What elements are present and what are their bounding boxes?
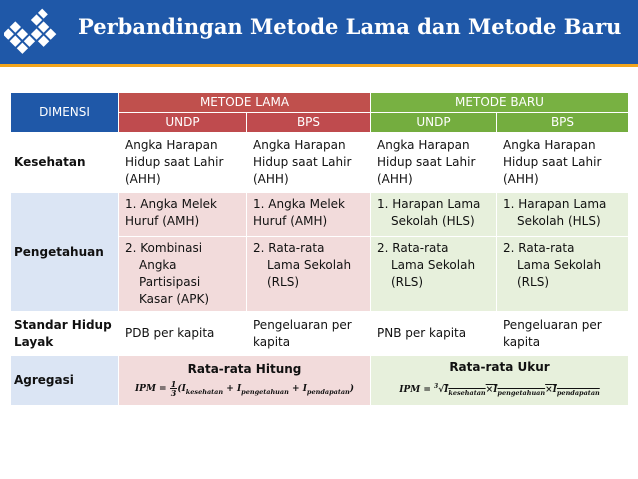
table-cell: Pengeluaran per kapita bbox=[497, 312, 629, 356]
table-cell bbox=[247, 193, 371, 312]
table-cell: PDB per kapita bbox=[119, 312, 247, 356]
formula-subscript: pendapatan bbox=[556, 388, 600, 397]
indicator-line: (RLS) bbox=[267, 275, 300, 289]
header-dimensi: DIMENSI bbox=[11, 93, 119, 133]
aggregation-title: Rata-rata Hitung bbox=[187, 361, 302, 376]
header-accent-line bbox=[0, 64, 638, 67]
indicator-line: 2. Rata-rata bbox=[377, 241, 449, 255]
formula-subscript: pengetahuan bbox=[241, 387, 289, 396]
root-index: 3 bbox=[434, 383, 439, 390]
header-row-methods bbox=[11, 93, 629, 113]
indicator-line: Angka bbox=[139, 258, 177, 272]
formula-subscript: pendapatan bbox=[306, 387, 350, 396]
table-cell bbox=[371, 193, 497, 312]
indicator-item bbox=[119, 237, 246, 311]
formula-term: I bbox=[302, 383, 307, 394]
table-row-standar-hidup bbox=[11, 312, 629, 356]
formula-term: I bbox=[181, 383, 186, 394]
indicator-item bbox=[497, 193, 628, 237]
table-cell bbox=[119, 193, 247, 312]
table-cell bbox=[119, 356, 371, 406]
fraction-denominator: 3 bbox=[170, 387, 177, 398]
header-lama-undp: UNDP bbox=[119, 113, 247, 133]
indicator-line: 1. Angka Melek bbox=[253, 197, 346, 211]
dimension-label: Agregasi bbox=[11, 356, 119, 406]
formula-subscript: kesehatan bbox=[185, 387, 224, 396]
indicator-line: Lama Sekolah bbox=[267, 258, 352, 272]
table-cell: Angka Harapan Hidup saat Lahir (AHH) bbox=[119, 133, 247, 193]
indicator-line: (RLS) bbox=[517, 275, 550, 289]
indicator-item bbox=[497, 237, 628, 311]
indicator-line: Huruf (AMH) bbox=[125, 214, 200, 228]
indicator-line: (RLS) bbox=[391, 275, 424, 289]
header-lama-bps: BPS bbox=[247, 113, 371, 133]
indicator-line: 2. Rata-rata bbox=[503, 241, 575, 255]
indicator-item bbox=[247, 193, 370, 237]
formula-term: I bbox=[444, 385, 449, 395]
slide-title: Perbandingan Metode Lama dan Metode Baru bbox=[78, 14, 622, 39]
header-metode-lama: METODE LAMA bbox=[119, 93, 371, 113]
indicator-line: Partisipasi bbox=[139, 275, 201, 289]
ipm-formula-arithmetic: IPM = $\frac{1}{3}$ $(I_{kesehatan} + I_{pengetahuan} + I_{pendapatan})$ bbox=[134, 378, 355, 398]
formula-fraction bbox=[170, 380, 178, 397]
formula-lhs: IPM = bbox=[134, 383, 167, 394]
indicator-line: 1. Harapan Lama bbox=[503, 197, 607, 211]
table-cell: Angka Harapan Hidup saat Lahir (AHH) bbox=[247, 133, 371, 193]
formula-subscript: pengetahuan bbox=[497, 388, 546, 397]
indicator-line: 1. Harapan Lama bbox=[377, 197, 481, 211]
indicator-line: Lama Sekolah bbox=[517, 258, 602, 272]
formula-term: I bbox=[493, 385, 498, 395]
formula-operator: + bbox=[226, 383, 234, 394]
table-cell: Angka Harapan Hidup saat Lahir (AHH) bbox=[371, 133, 497, 193]
indicator-line: Lama Sekolah bbox=[391, 258, 476, 272]
dimension-label: Standar Hidup Layak bbox=[11, 312, 119, 356]
indicator-line: 2. Rata-rata bbox=[253, 241, 325, 255]
slide-header bbox=[0, 0, 638, 64]
header-baru-bps: BPS bbox=[497, 113, 629, 133]
indicator-item bbox=[247, 237, 370, 311]
table-row-pengetahuan bbox=[11, 193, 629, 312]
formula-term: I bbox=[236, 383, 242, 394]
indicator-line: Sekolah (HLS) bbox=[517, 214, 601, 228]
table-cell: PNB per kapita bbox=[371, 312, 497, 356]
indicator-line: 1. Angka Melek bbox=[125, 197, 218, 211]
indicator-line: Kasar (APK) bbox=[139, 292, 210, 306]
formula-lhs: IPM = bbox=[399, 385, 431, 395]
comparison-table bbox=[10, 92, 629, 406]
indicator-item bbox=[119, 193, 246, 237]
table-cell: Pengeluaran per kapita bbox=[247, 312, 371, 356]
indicator-item bbox=[371, 193, 496, 237]
bps-logo-icon bbox=[4, 4, 62, 60]
table-cell bbox=[497, 193, 629, 312]
indicator-line: Huruf (AMH) bbox=[253, 214, 328, 228]
table-row-kesehatan bbox=[11, 133, 629, 193]
indicator-line: Sekolah (HLS) bbox=[391, 214, 475, 228]
formula-subscript: kesehatan bbox=[448, 388, 486, 397]
dimension-label: Kesehatan bbox=[11, 133, 119, 193]
ipm-formula-geometric: IPM = $^3√I_{kesehatan}\times I_{pengetahuan}\times I_{pendapatan}$ bbox=[399, 383, 600, 397]
table-cell: Angka Harapan Hidup saat Lahir (AHH) bbox=[497, 133, 629, 193]
formula-term: I bbox=[552, 385, 557, 395]
header-baru-undp: UNDP bbox=[371, 113, 497, 133]
formula-operator: × bbox=[485, 385, 494, 395]
indicator-item bbox=[371, 237, 496, 311]
fraction-numerator: 1 bbox=[170, 378, 177, 389]
formula-operator: + bbox=[292, 383, 300, 394]
formula-operator: × bbox=[545, 385, 553, 395]
aggregation-title: Rata-rata Ukur bbox=[449, 360, 550, 374]
indicator-line: 2. Kombinasi bbox=[125, 241, 203, 255]
header-metode-baru: METODE BARU bbox=[371, 93, 629, 113]
table-row-agregasi bbox=[11, 356, 629, 406]
table-cell bbox=[371, 356, 629, 406]
dimension-label: Pengetahuan bbox=[11, 193, 119, 312]
formula-radicand bbox=[444, 385, 600, 395]
